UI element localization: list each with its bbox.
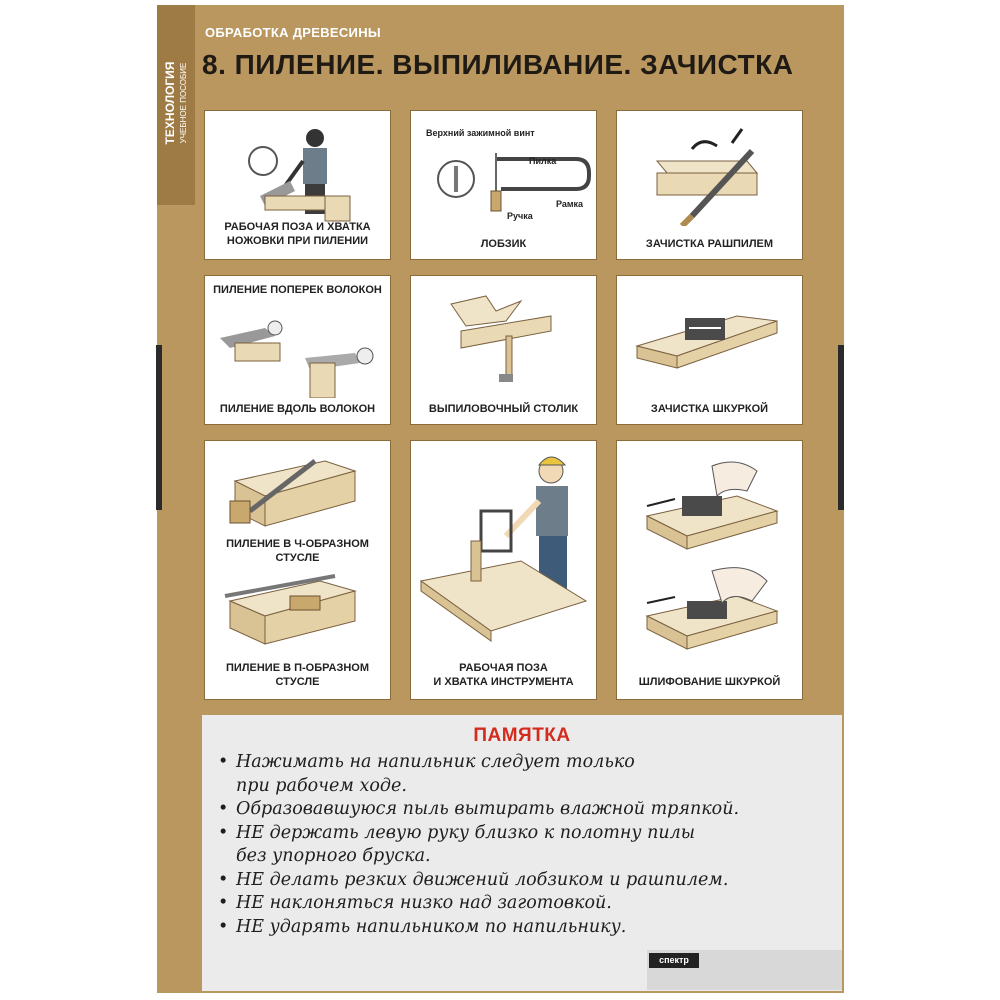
miter-box-illustration-2 — [205, 566, 390, 651]
panel-fretsaw — [410, 110, 597, 260]
panel-sawing-grain — [204, 275, 391, 425]
rasp-cleaning-illustration — [617, 111, 802, 226]
right-edge-tab — [838, 345, 844, 510]
caption-miter-box-1a: ПИЛЕНИЕ В Ч-ОБРАЗНОМ — [226, 538, 369, 550]
poster — [157, 5, 844, 993]
sanding-illustration — [617, 441, 802, 656]
caption-fretsaw-posture-2: И ХВАТКА ИНСТРУМЕНТА — [433, 676, 574, 688]
panel-rasp-cleaning — [616, 110, 803, 260]
panel-sandpaper-cleaning — [616, 275, 803, 425]
sawing-posture-illustration — [205, 116, 390, 226]
publisher-imprint — [647, 950, 842, 990]
miter-box-illustration-1 — [205, 441, 390, 536]
sidebar-text — [164, 13, 190, 193]
sandpaper-cleaning-illustration — [617, 276, 802, 391]
page-title: 8. ПИЛЕНИЕ. ВЫПИЛИВАНИЕ. ЗАЧИСТКА — [202, 49, 794, 80]
caption-sawing-posture-1: РАБОЧАЯ ПОЗА И ХВАТКА — [224, 221, 371, 233]
panel-fret-table — [410, 275, 597, 425]
memo-item: • Образовавшуюся пыль вытирать влажной тряпкой. — [218, 799, 740, 819]
memo-item: • Нажимать на напильник следует только при рабочем ходе. — [218, 752, 635, 796]
caption-sanding: ШЛИФОВАНИЕ ШКУРКОЙ — [638, 676, 781, 688]
sidebar-subtitle: УЧЕБНОЕ ПОСОБИЕ — [179, 62, 188, 144]
label-upper-screw: Верхний зажимной винт — [426, 128, 535, 138]
caption-along-grain: ПИЛЕНИЕ ВДОЛЬ ВОЛОКОН — [219, 403, 376, 415]
fretsaw-posture-illustration — [411, 441, 596, 656]
sidebar-subject: ТЕХНОЛОГИЯ — [163, 61, 177, 145]
label-frame: Рамка — [556, 199, 584, 209]
caption-miter-box-2a: ПИЛЕНИЕ В П-ОБРАЗНОМ — [225, 662, 369, 674]
memo-item: • НЕ ударять напильником по напильнику. — [218, 916, 627, 937]
left-edge-tab — [156, 345, 162, 510]
label-handle: Ручка — [507, 211, 533, 221]
caption-sawing-posture-2: НОЖОВКИ ПРИ ПИЛЕНИИ — [226, 235, 369, 247]
panel-sawing-posture — [204, 110, 391, 260]
caption-fret-table: ВЫПИЛОВОЧНЫЙ СТОЛИК — [428, 403, 579, 415]
sawing-grain-illustration — [205, 298, 390, 398]
caption-sandpaper-cleaning: ЗАЧИСТКА ШКУРКОЙ — [650, 403, 769, 415]
memo-item: • НЕ наклоняться низко над заготовкой. — [218, 893, 612, 913]
label-blade: Пилка — [529, 156, 557, 166]
memo-item: • НЕ делать резких движений лобзиком и рашпилем. — [218, 869, 729, 890]
caption-miter-box-1b: СТУСЛЕ — [275, 552, 320, 564]
fret-table-illustration — [411, 276, 596, 391]
sidebar — [157, 5, 195, 205]
caption-across-grain: ПИЛЕНИЕ ПОПЕРЕК ВОЛОКОН — [213, 284, 382, 296]
memo-item: • НЕ держать левую руку близко к полотну пилы без упорного бруска. — [218, 822, 696, 866]
memo-title: ПАМЯТКА — [473, 725, 571, 746]
caption-fretsaw: ЛОБЗИК — [480, 238, 527, 250]
caption-rasp-cleaning: ЗАЧИСТКА РАШПИЛЕМ — [645, 238, 774, 250]
panel-sanding — [616, 440, 803, 700]
caption-miter-box-2b: СТУСЛЕ — [275, 676, 320, 688]
publisher-logo: спектр — [649, 953, 699, 968]
caption-fretsaw-posture-1: РАБОЧАЯ ПОЗА — [459, 662, 548, 674]
memo-list — [218, 751, 833, 939]
section-label: ОБРАБОТКА ДРЕВЕСИНЫ — [205, 25, 381, 40]
panel-fretsaw-posture — [410, 440, 597, 700]
panel-miter-box — [204, 440, 391, 700]
